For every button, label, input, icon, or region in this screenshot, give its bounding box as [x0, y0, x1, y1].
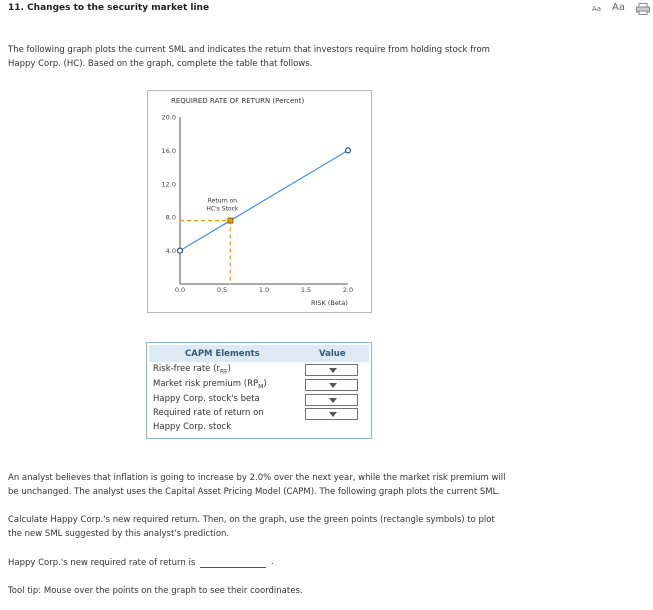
stock-beta-dropdown[interactable] [305, 394, 358, 406]
x-tick-label: 1.5 [300, 286, 312, 294]
chevron-down-icon [329, 383, 337, 388]
intro-line-1: The following graph plots the current SML and indicates the return that investors require from holding stock from [8, 45, 490, 55]
y-tick-label: 16.0 [161, 146, 176, 155]
x-axis-title: RISK (Beta) [311, 299, 348, 307]
risk-free-rate-dropdown[interactable] [305, 364, 358, 376]
row-required-return: Required rate of return on [153, 408, 264, 418]
required-return-dropdown[interactable] [305, 408, 358, 420]
font-size-small-button[interactable]: Aa [592, 5, 602, 13]
y-tick-label: 20.0 [161, 113, 176, 122]
x-tick-label: 1.0 [258, 286, 270, 294]
x-tick-label: 2.0 [342, 286, 354, 294]
y-tick-label: 12.0 [161, 180, 176, 189]
row-risk-free-rate: Risk-free rate $(r_{RF})$ [153, 364, 231, 376]
tool-tip: Tool tip: Mouse over the points on the graph to see their coordinates. [8, 586, 303, 596]
hc-point-label-1: Return on [207, 197, 238, 205]
sml-graph [147, 90, 372, 313]
y-tick-label: 4.0 [165, 247, 176, 256]
x-tick-label: 0.0 [174, 286, 186, 294]
chevron-down-icon [329, 398, 337, 403]
hc-point-label-2: HC's Stock [206, 205, 239, 213]
capm-table-header [149, 345, 369, 362]
chevron-down-icon [329, 412, 337, 417]
sml-start-point[interactable] [178, 248, 183, 253]
calc-line-1: Calculate Happy Corp.'s new required return. Then, on the graph, use the green points (rectangle symbols) to plot [8, 515, 495, 525]
value-header: Value [319, 349, 346, 359]
answer-period: . [271, 557, 274, 567]
intro-line-2: Happy Corp. (HC). Based on the graph, complete the table that follows. [8, 59, 313, 69]
sml-chart [148, 91, 373, 314]
y-axis-title: REQUIRED RATE OF RETURN (Percent) [171, 97, 305, 105]
capm-elements-header: CAPM Elements [185, 349, 260, 359]
font-size-large-button[interactable]: Aa [612, 2, 625, 13]
sml-line [180, 150, 348, 250]
analyst-line-1: An analyst believes that inflation is going to increase by 2.0% over the next year, while the market risk premium will [8, 473, 506, 483]
row-stock-beta: Happy Corp. stock's beta [153, 394, 260, 404]
chevron-down-icon [329, 368, 337, 373]
answer-label: Happy Corp.'s new required rate of return is [8, 558, 196, 568]
sml-end-point[interactable] [346, 148, 351, 153]
market-risk-premium-dropdown[interactable] [305, 379, 358, 391]
x-tick-label: 0.5 [216, 286, 228, 294]
hc-stock-point[interactable] [228, 218, 233, 223]
calc-line-2: the new SML suggested by this analyst's prediction. [8, 529, 230, 539]
analyst-line-2: be unchanged. The analyst uses the Capital Asset Pricing Model (CAPM). The following graph plots the current SML. [8, 487, 501, 497]
capm-table [146, 342, 372, 439]
question-title: 11. Changes to the security market line [8, 3, 210, 13]
row-required-return-cont: Happy Corp. stock [153, 422, 232, 432]
new-required-return-input[interactable] [200, 567, 266, 568]
print-icon[interactable] [636, 3, 650, 15]
y-tick-label: 8.0 [165, 213, 176, 222]
row-market-risk-premium: Market risk premium $(RP_M)$ [153, 379, 267, 391]
